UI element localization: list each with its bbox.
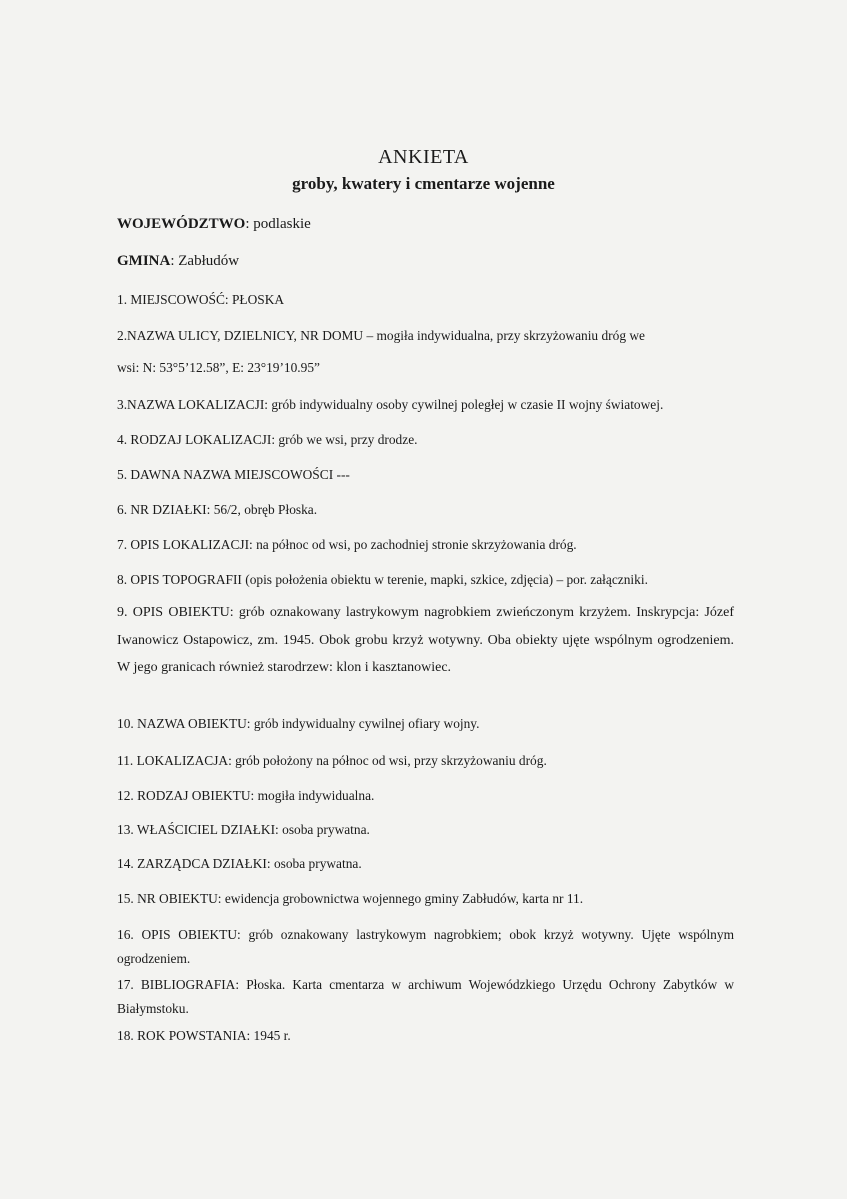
item-4: 4. RODZAJ LOKALIZACJI: grób we wsi, przy drodze. <box>117 432 418 447</box>
item-3: 3.NAZWA LOKALIZACJI: grób indywidualny osoby cywilnej poległej w czasie II wojny światowej. <box>117 397 664 412</box>
field-gmina <box>117 253 734 270</box>
item-16: 16. OPIS OBIEKTU: grób oznakowany lastrykowym nagrobkiem; obok krzyż wotywny. Ujęte wspólnym ogrodzeniem. <box>117 927 734 966</box>
field-value: : podlaskie <box>245 216 311 232</box>
item-2-line-2: wsi: N: 53°5’12.58”, E: 23°19’10.95” <box>117 360 320 375</box>
item-2-line-1: 2.NAZWA ULICY, DZIELNICY, NR DOMU – mogiła indywidualna, przy skrzyżowaniu dróg we <box>117 328 645 343</box>
item-17: 17. BIBLIOGRAFIA: Płoska. Karta cmentarza w archiwum Wojewódzkiego Urzędu Ochrony Zabytków w Białymstoku. <box>117 977 734 1016</box>
field-value: : Zabłudów <box>170 253 240 269</box>
item-5: 5. DAWNA NAZWA MIEJSCOWOŚCI --- <box>117 467 350 482</box>
item-10: 10. NAZWA OBIEKTU: grób indywidualny cywilnej ofiary wojny. <box>117 716 480 731</box>
item-7: 7. OPIS LOKALIZACJI: na północ od wsi, po zachodniej stronie skrzyżowania dróg. <box>117 537 577 552</box>
item-14: 14. ZARZĄDCA DZIAŁKI: osoba prywatna. <box>117 856 362 871</box>
item-18: 18. ROK POWSTANIA: 1945 r. <box>117 1028 291 1043</box>
item-11: 11. LOKALIZACJA: grób położony na północ od wsi, przy skrzyżowaniu dróg. <box>117 753 547 768</box>
document-title: ANKIETA <box>378 146 469 168</box>
item-6: 6. NR DZIAŁKI: 56/2, obręb Płoska. <box>117 502 318 517</box>
field-label: GMINA <box>117 253 171 269</box>
field-wojewodztwo <box>117 216 734 233</box>
item-15: 15. NR OBIEKTU: ewidencja grobownictwa wojennego gminy Zabłudów, karta nr 11. <box>117 891 584 906</box>
item-13: 13. WŁAŚCICIEL DZIAŁKI: osoba prywatna. <box>117 822 370 837</box>
field-label: WOJEWÓDZTWO <box>117 216 246 232</box>
item-8: 8. OPIS TOPOGRAFII (opis położenia obiektu w terenie, mapki, szkice, zdjęcia) – por. załączniki. <box>117 572 648 587</box>
item-12: 12. RODZAJ OBIEKTU: mogiła indywidualna. <box>117 788 375 803</box>
item-1: 1. MIEJSCOWOŚĆ: PŁOSKA <box>117 292 285 307</box>
item-9: 9. OPIS OBIEKTU: grób oznakowany lastrykowym nagrobkiem zwieńczonym krzyżem. Inskrypcja: Józef Iwanowicz Ostapowicz, zm. 1945. Obok grobu krzyż wotywny. Oba obiekty ujęte wspólnym ogrodzeniem. W jego granicach również starodrzew: klon i kasztanowiec. <box>117 605 734 675</box>
document-subtitle: groby, kwatery i cmentarze wojenne <box>292 174 555 193</box>
